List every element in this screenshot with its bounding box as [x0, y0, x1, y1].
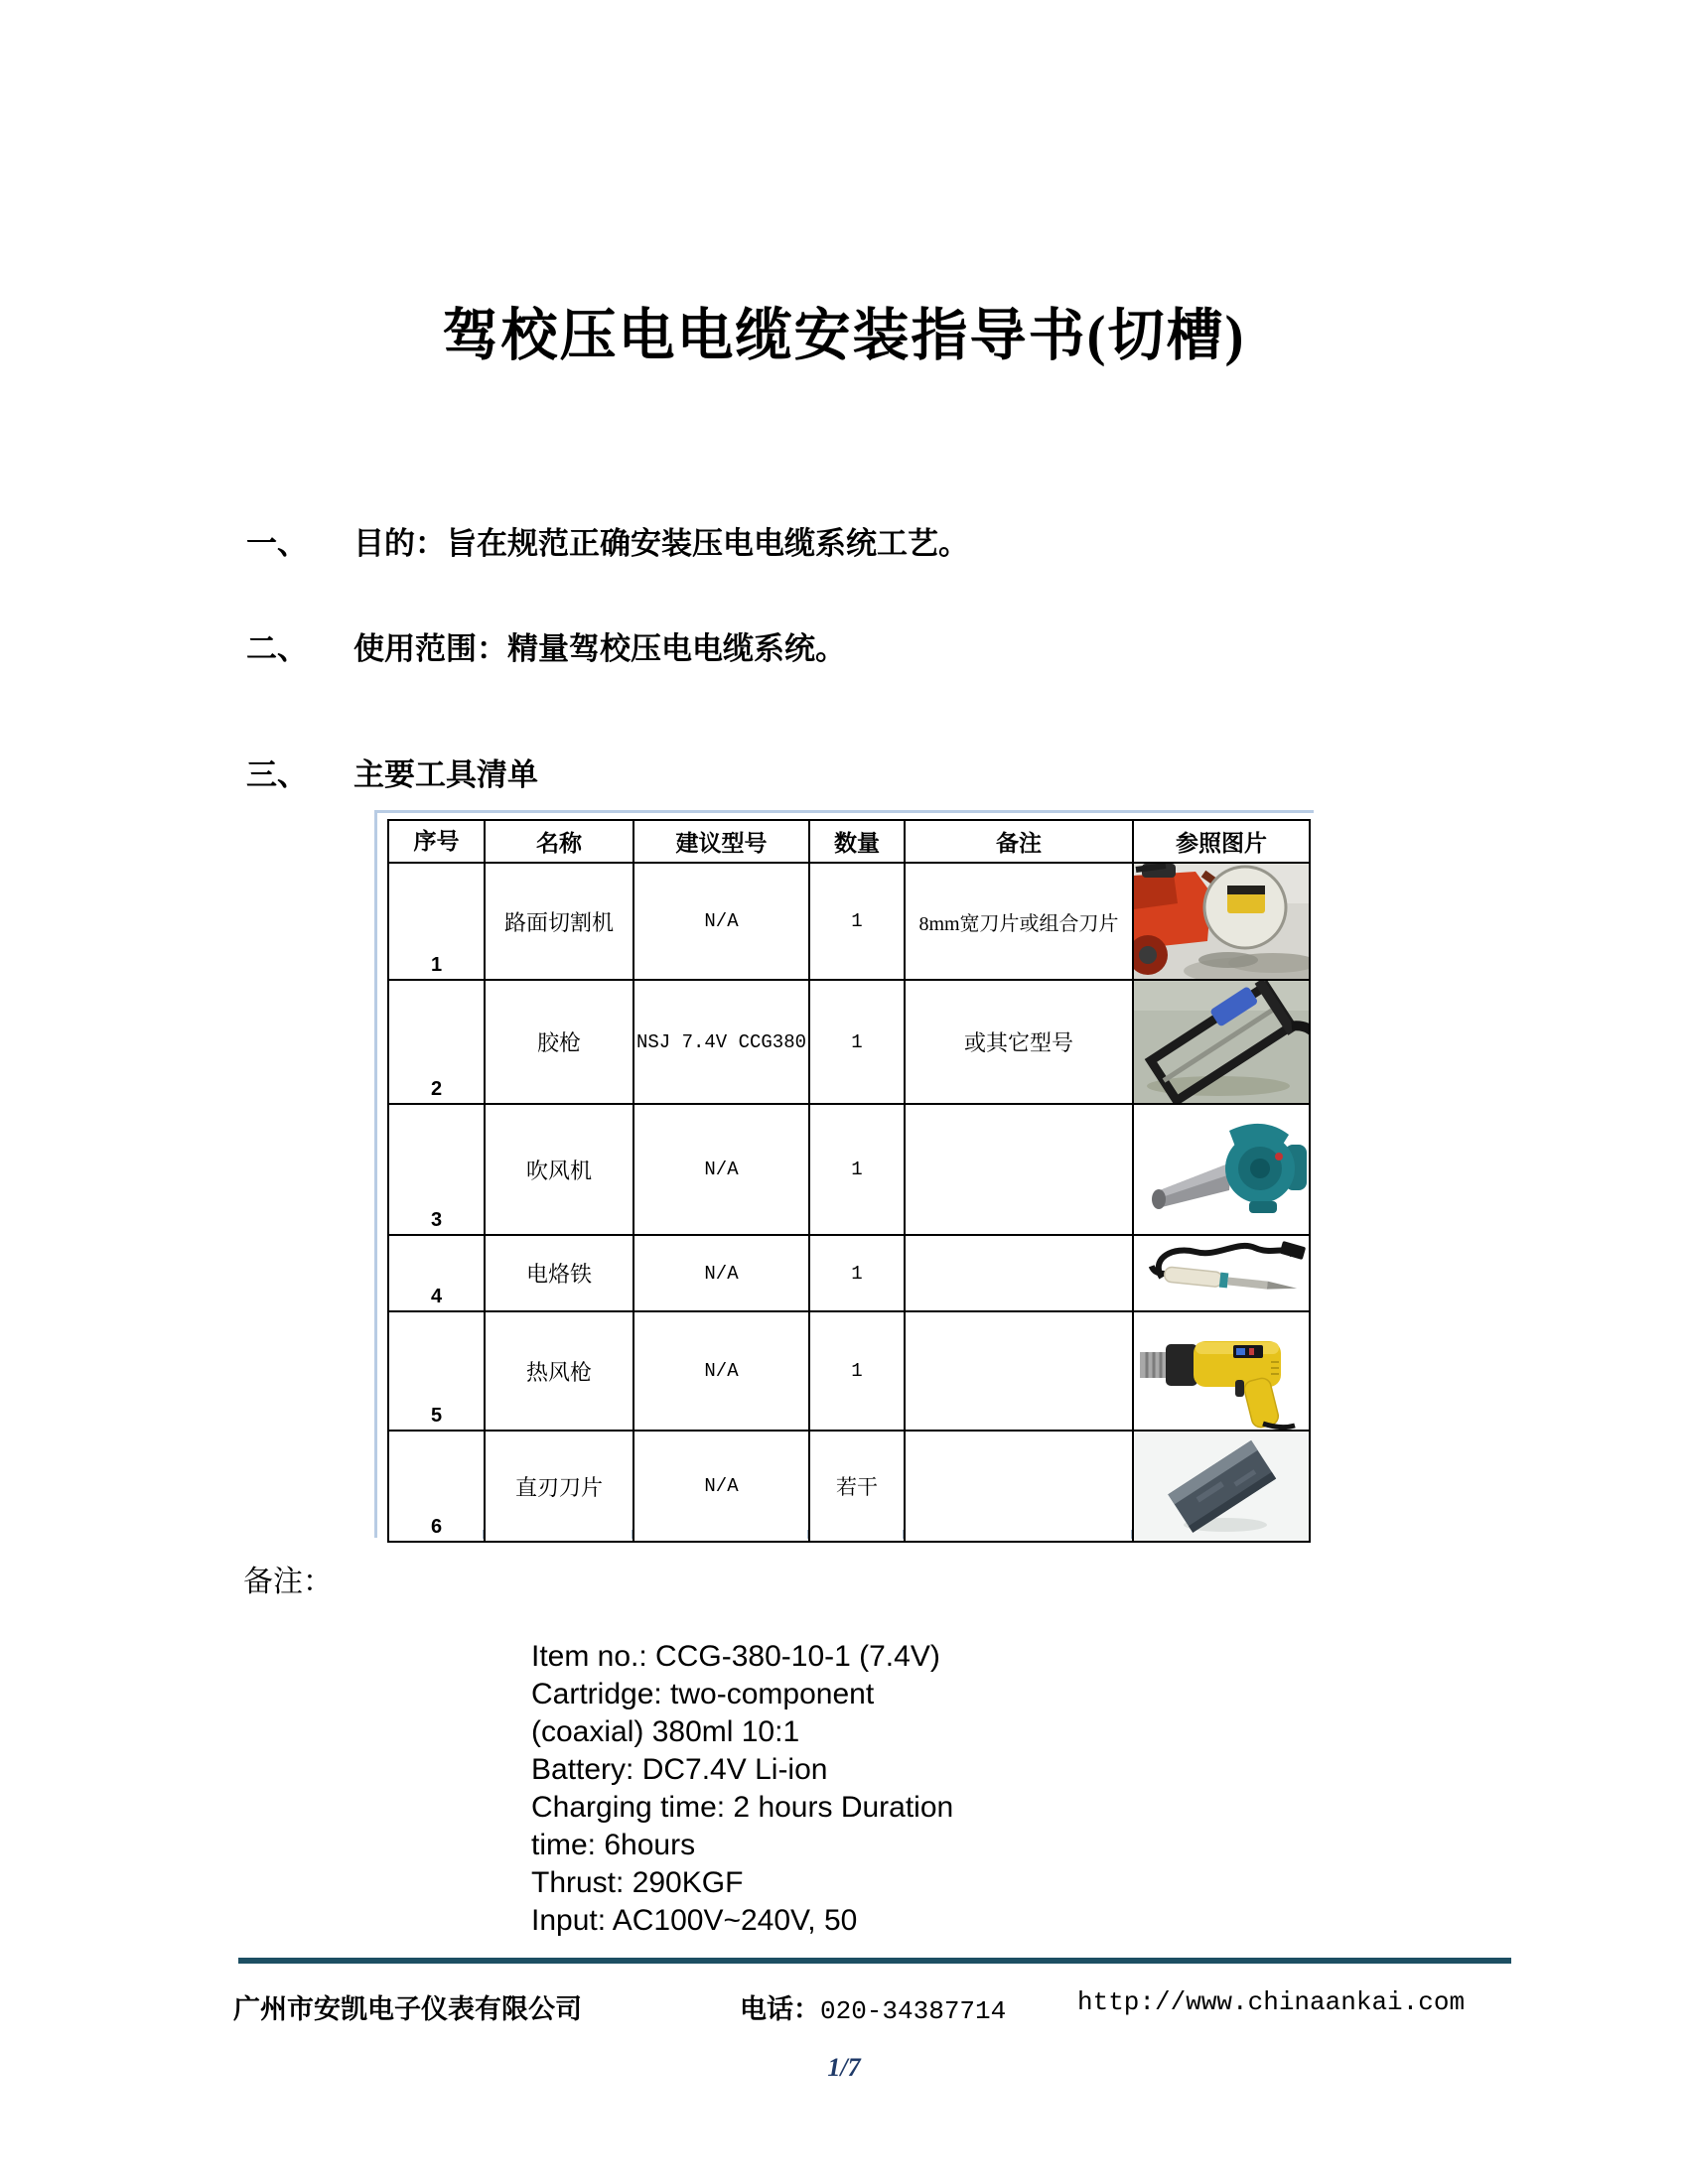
- tool-model-cell: N/A: [633, 1104, 809, 1235]
- row-no-cell: 4: [388, 1235, 485, 1311]
- road-cutter-photo: [1134, 864, 1310, 979]
- header-model: 建议型号: [633, 820, 809, 863]
- spec-line: Input: AC100V~240V, 50: [531, 1904, 858, 1937]
- spec-line: Thrust: 290KGF: [531, 1866, 744, 1899]
- tool-qty-cell: 1: [809, 863, 905, 980]
- section-number: 二、: [246, 631, 308, 666]
- notes-label: 备注：: [243, 1566, 333, 1598]
- phone-label: 电话：: [740, 1994, 820, 2024]
- tool-name-cell: 路面切割机: [485, 863, 633, 980]
- section-text: 使用范围：精量驾校压电电缆系统。: [353, 631, 846, 666]
- tool-model-cell: N/A: [633, 1311, 809, 1431]
- tool-model-cell: N/A: [633, 1235, 809, 1311]
- header-photo: 参照图片: [1133, 820, 1310, 863]
- tool-qty-cell: 若干: [809, 1431, 905, 1542]
- row-no-cell: 3: [388, 1104, 485, 1235]
- heat-gun-photo: [1134, 1312, 1310, 1430]
- table-row: [388, 1235, 1310, 1311]
- footer-company: 广州市安凯电子仪表有限公司: [233, 1994, 582, 2024]
- section-purpose: [246, 518, 969, 563]
- spec-line: time: 6hours: [531, 1829, 696, 1861]
- page-title: 驾校压电电缆安装指导书(切槽): [442, 305, 1246, 367]
- row-no-cell: 6: [388, 1431, 485, 1542]
- tool-note-cell: [905, 1104, 1133, 1235]
- tool-note-cell: 8mm宽刀片或组合刀片: [905, 863, 1133, 980]
- straight-blade-photo: [1134, 1432, 1310, 1541]
- table-row: [388, 1311, 1310, 1431]
- tool-name-cell: 吹风机: [485, 1104, 633, 1235]
- footer-divider: [238, 1958, 1511, 1964]
- section-scope: [246, 623, 846, 668]
- header-seq: 序号: [388, 820, 485, 863]
- tool-name-cell: 电烙铁: [485, 1235, 633, 1311]
- tool-qty-cell: 1: [809, 980, 905, 1104]
- tool-photo-cell: [1133, 1431, 1310, 1542]
- spec-line: (coaxial) 380ml 10:1: [531, 1715, 800, 1748]
- tool-photo-cell: [1133, 863, 1310, 980]
- header-qty: 数量: [809, 820, 905, 863]
- spec-line: Cartridge: two-component: [531, 1678, 875, 1710]
- tool-model-cell: N/A: [633, 863, 809, 980]
- header-name: 名称: [485, 820, 633, 863]
- tool-name-cell: 直刃刀片: [485, 1431, 633, 1542]
- phone-number: 020-34387714: [820, 1996, 1007, 2026]
- row-no-cell: 5: [388, 1311, 485, 1431]
- table-row: [388, 1431, 1310, 1542]
- tool-note-cell: 或其它型号: [905, 980, 1133, 1104]
- excel-gridline-left: [374, 810, 377, 1538]
- row-no-cell: 2: [388, 980, 485, 1104]
- footer-website: http://www.chinaankai.com: [1077, 1987, 1466, 2017]
- tool-name-cell: 热风枪: [485, 1311, 633, 1431]
- tool-note-cell: [905, 1431, 1133, 1542]
- glue-gun-spec-block: [531, 1638, 953, 1940]
- spec-line: Battery: DC7.4V Li-ion: [531, 1753, 828, 1786]
- spec-line: Charging time: 2 hours Duration: [531, 1791, 954, 1824]
- tool-model-cell: N/A: [633, 1431, 809, 1542]
- table-row: [388, 1104, 1310, 1235]
- footer-phone: [740, 1987, 1006, 2026]
- tool-qty-cell: 1: [809, 1104, 905, 1235]
- section-text: 主要工具清单: [353, 757, 538, 792]
- tool-photo-cell: [1133, 1104, 1310, 1235]
- row-no-cell: 1: [388, 863, 485, 980]
- glue-gun-photo: [1134, 981, 1310, 1103]
- tool-model-cell: NSJ 7.4V CCG380: [633, 980, 809, 1104]
- table-header-row: [388, 820, 1310, 863]
- tool-photo-cell: [1133, 1311, 1310, 1431]
- tool-note-cell: [905, 1235, 1133, 1311]
- tool-name-cell: 胶枪: [485, 980, 633, 1104]
- tool-qty-cell: 1: [809, 1311, 905, 1431]
- tool-note-cell: [905, 1311, 1133, 1431]
- section-number: 一、: [246, 526, 308, 561]
- tool-qty-cell: 1: [809, 1235, 905, 1311]
- section-text: 目的：旨在规范正确安装压电电缆系统工艺。: [353, 526, 969, 561]
- tool-photo-cell: [1133, 1235, 1310, 1311]
- blower-photo: [1134, 1105, 1310, 1234]
- section-tool-list: [246, 750, 538, 794]
- section-number: 三、: [246, 757, 308, 792]
- soldering-iron-photo: [1134, 1236, 1310, 1310]
- table-row: [388, 980, 1310, 1104]
- tool-photo-cell: [1133, 980, 1310, 1104]
- page-number: 1/7: [827, 2053, 861, 2082]
- spec-line: Item no.: CCG-380-10-1 (7.4V): [531, 1640, 940, 1673]
- tool-table: [387, 819, 1311, 1543]
- table-row: [388, 863, 1310, 980]
- excel-gridline-top: [374, 810, 1314, 813]
- header-note: 备注: [905, 820, 1133, 863]
